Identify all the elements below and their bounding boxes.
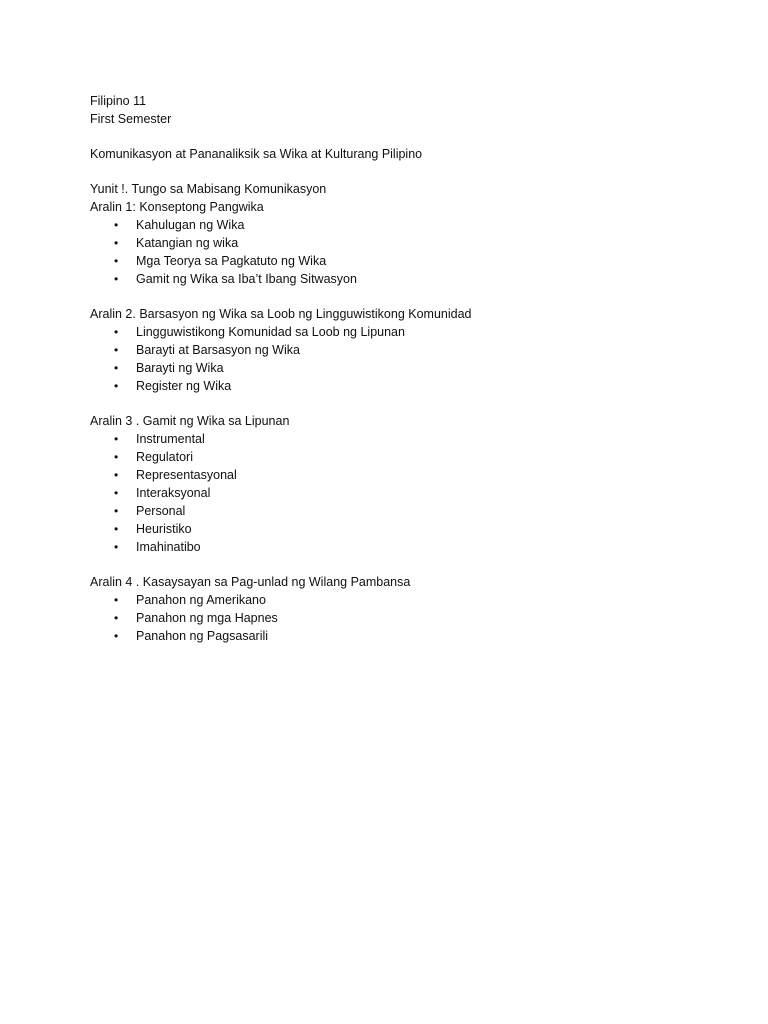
- lesson-title: Aralin 3 . Gamit ng Wika sa Lipunan: [90, 414, 290, 428]
- list-item: [90, 502, 710, 520]
- spacer: [90, 128, 710, 145]
- bullet-icon: •: [114, 504, 119, 518]
- document-page: [90, 92, 710, 645]
- bullet-icon: •: [114, 486, 119, 500]
- list-item: [90, 359, 710, 377]
- lesson-title: Aralin 1: Konseptong Pangwika: [90, 200, 264, 214]
- bullet-icon: •: [114, 611, 119, 625]
- list-item: [90, 591, 710, 609]
- list-item: [90, 323, 710, 341]
- unit-title: Yunit !. Tungo sa Mabisang Komunikasyon: [90, 182, 327, 196]
- list-item: [90, 538, 710, 556]
- list-item-text: Heuristiko: [136, 522, 192, 536]
- spacer: [90, 163, 710, 180]
- bullet-icon: •: [114, 272, 119, 286]
- list-item: [90, 234, 710, 252]
- bullet-icon: •: [114, 450, 119, 464]
- list-item-text: Regulatori: [136, 450, 193, 464]
- bullet-icon: •: [114, 379, 119, 393]
- bullet-icon: •: [114, 343, 119, 357]
- bullet-icon: •: [114, 236, 119, 250]
- bullet-icon: •: [114, 540, 119, 554]
- bullet-icon: •: [114, 593, 119, 607]
- lesson-topic-list: [90, 216, 710, 288]
- list-item-text: Register ng Wika: [136, 379, 232, 393]
- course-title: Komunikasyon at Pananaliksik sa Wika at Kulturang Pilipino: [90, 147, 423, 161]
- list-item: [90, 448, 710, 466]
- list-item-text: Barayti ng Wika: [136, 361, 224, 375]
- bullet-icon: •: [114, 325, 119, 339]
- list-item: [90, 252, 710, 270]
- list-item-text: Barayti at Barsasyon ng Wika: [136, 343, 300, 357]
- list-item: [90, 627, 710, 645]
- list-item-text: Gamit ng Wika sa Iba’t Ibang Sitwasyon: [136, 272, 357, 286]
- list-item-text: Imahinatibo: [136, 540, 201, 554]
- lesson-title: Aralin 2. Barsasyon ng Wika sa Loob ng Lingguwistikong Komunidad: [90, 307, 472, 321]
- lesson-topic-list: [90, 591, 710, 645]
- list-item: [90, 520, 710, 538]
- bullet-icon: •: [114, 629, 119, 643]
- subject-line: Filipino 11: [90, 94, 147, 108]
- list-item-text: Interaksyonal: [136, 486, 211, 500]
- semester-line: First Semester: [90, 112, 172, 126]
- list-item: [90, 270, 710, 288]
- list-item-text: Lingguwistikong Komunidad sa Loob ng Lipunan: [136, 325, 405, 339]
- list-item: [90, 341, 710, 359]
- list-item-text: Katangian ng wika: [136, 236, 239, 250]
- list-item-text: Kahulugan ng Wika: [136, 218, 245, 232]
- spacer: [90, 395, 710, 412]
- bullet-icon: •: [114, 522, 119, 536]
- list-item: [90, 466, 710, 484]
- list-item: [90, 430, 710, 448]
- lesson-title: Aralin 4 . Kasaysayan sa Pag-unlad ng Wilang Pambansa: [90, 575, 411, 589]
- list-item-text: Panahon ng Pagsasarili: [136, 629, 269, 643]
- spacer: [90, 288, 710, 305]
- bullet-icon: •: [114, 432, 119, 446]
- spacer: [90, 556, 710, 573]
- list-item-text: Panahon ng Amerikano: [136, 593, 266, 607]
- bullet-icon: •: [114, 218, 119, 232]
- bullet-icon: •: [114, 361, 119, 375]
- list-item-text: Personal: [136, 504, 186, 518]
- lesson-topic-list: [90, 430, 710, 556]
- list-item: [90, 609, 710, 627]
- list-item: [90, 484, 710, 502]
- list-item: [90, 377, 710, 395]
- list-item: [90, 216, 710, 234]
- lesson-topic-list: [90, 323, 710, 395]
- list-item-text: Mga Teorya sa Pagkatuto ng Wika: [136, 254, 327, 268]
- list-item-text: Instrumental: [136, 432, 205, 446]
- bullet-icon: •: [114, 254, 119, 268]
- list-item-text: Panahon ng mga Hapnes: [136, 611, 278, 625]
- bullet-icon: •: [114, 468, 119, 482]
- list-item-text: Representasyonal: [136, 468, 237, 482]
